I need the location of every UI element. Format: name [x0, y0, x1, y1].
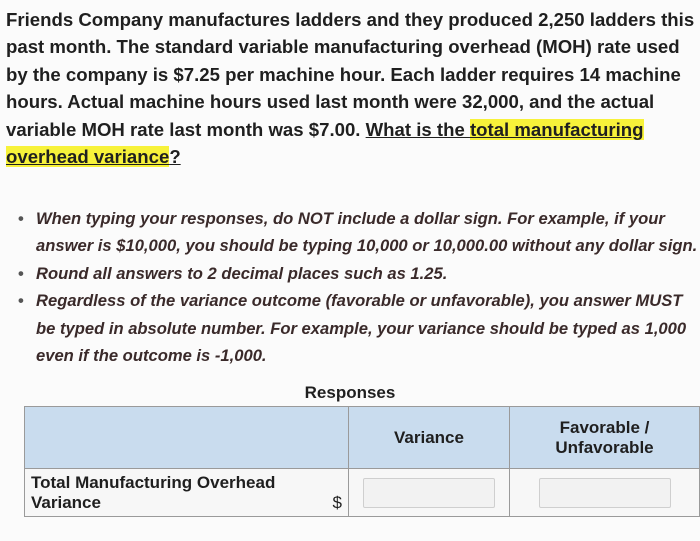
variance-cell — [349, 469, 510, 517]
header-favorable-unfavorable: Favorable / Unfavorable — [510, 407, 700, 469]
header-blank-cell — [25, 407, 349, 469]
bullet-icon: • — [18, 263, 24, 283]
favorable-cell — [510, 469, 700, 517]
table-row — [25, 469, 700, 517]
instruction-item: • Round all answers to 2 decimal places such as 1.25. — [14, 260, 698, 287]
bullet-icon: • — [18, 209, 24, 228]
question-text — [6, 6, 696, 170]
instruction-item: • Regardless of the variance outcome (favorable or unfavorable), you answer MUST be typed in absolute number. For example, your variance should be typed as 1,000 even if the outcome is -1,000. — [14, 287, 698, 369]
question-ask-prefix: What is the — [365, 118, 470, 140]
question-body: Friends Company manufactures ladders and they produced 2,250 ladders this past month. The standard variable manufacturing overhead (MOH) rate used by the company is $7.25 per machine hour. Each ladder requires 14 machine hours. Actual machine hours used last month were 32,000, and the actual variable MOH rate last month was $7.00. — [6, 9, 695, 140]
question-highlight: total manufacturing overhead variance — [6, 118, 644, 168]
variance-input[interactable] — [363, 478, 495, 508]
responses-table — [24, 406, 700, 517]
instruction-item: • When typing your responses, do NOT include a dollar sign. For example, if your answer is $10,000, you should be typing 10,000 or 10,000.00 without any dollar sign. — [14, 205, 698, 260]
row-label-cell — [25, 469, 349, 517]
header-variance: Variance — [349, 407, 510, 469]
bullet-icon: • — [18, 291, 24, 311]
table-header-row — [25, 407, 700, 469]
question-ask-suffix: ? — [169, 146, 181, 168]
responses-title: Responses — [304, 383, 396, 402]
instructions-list — [14, 205, 698, 369]
currency-symbol: $ — [332, 492, 342, 512]
favorable-unfavorable-input[interactable] — [539, 478, 671, 508]
row-label: Total Manufacturing Overhead Variance — [31, 472, 276, 512]
